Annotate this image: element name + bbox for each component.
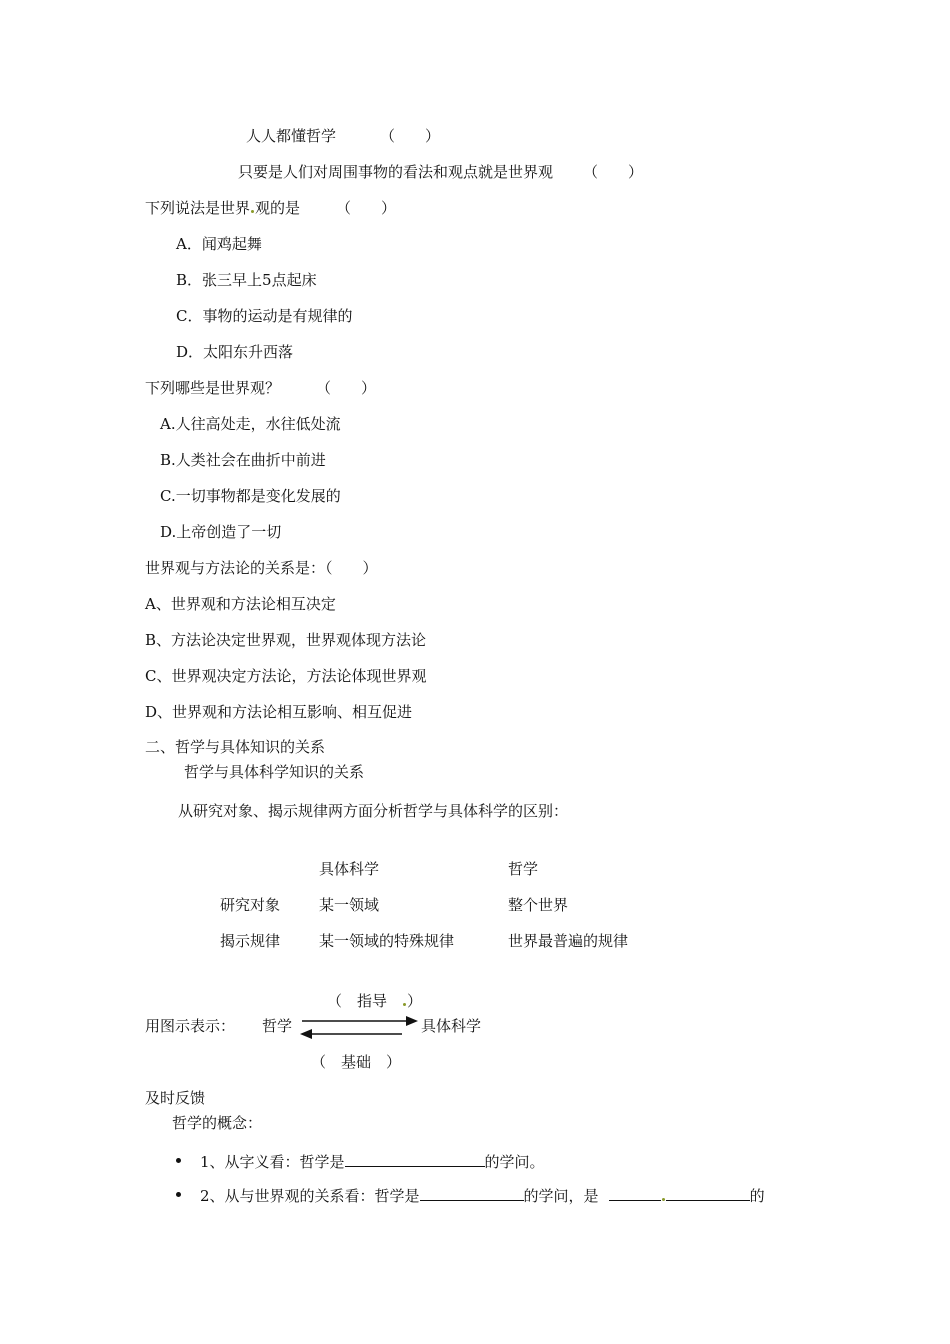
- question-2-option-a: A.人往高处走，水往低处流: [160, 415, 341, 433]
- diagram-bottom-label: （ 基础 ）: [311, 1053, 402, 1071]
- arrow-right-icon: [302, 1016, 418, 1026]
- feedback-title: 及时反馈: [145, 1089, 206, 1107]
- question-3-option-c: C、世界观决定方法论，方法论体现世界观: [145, 667, 427, 685]
- diagram-label: 用图示表示：: [145, 1017, 236, 1035]
- section-2-intro: 从研究对象、揭示规律两方面分析哲学与具体科学的区别：: [178, 802, 569, 820]
- table-row-2-philosophy: 世界最普遍的规律: [508, 932, 629, 950]
- question-3-option-a: A、世界观和方法论相互决定: [145, 595, 336, 613]
- feedback-item-2: [200, 1184, 765, 1206]
- question-1-option-d: D．太阳东升西落: [176, 343, 294, 361]
- question-1-option-c: C．事物的运动是有规律的: [176, 307, 353, 325]
- table-row-1-label: 研究对象: [220, 896, 281, 914]
- mark-dot: [662, 1198, 665, 1201]
- section-2-subtitle: 哲学与具体科学知识的关系: [184, 763, 365, 781]
- question-2-option-d: D.上帝创造了一切: [160, 523, 282, 541]
- answer-blank[interactable]: [345, 1150, 485, 1167]
- diagram-top-close: ）: [407, 992, 423, 1010]
- feedback-item-2-suffix: 的: [749, 1187, 765, 1205]
- diagram-left-node: 哲学: [262, 1017, 293, 1035]
- feedback-item-2-middle: 的学问，是: [523, 1187, 599, 1205]
- section-2-title: 二、哲学与具体知识的关系: [145, 738, 326, 756]
- table-row-2-label: 揭示规律: [220, 932, 281, 950]
- table-header-science: 具体科学: [319, 860, 380, 878]
- bullet-icon: [176, 1192, 181, 1197]
- table-row-1-philosophy: 整个世界: [508, 896, 569, 914]
- diagram-right-node: 具体科学: [421, 1017, 482, 1035]
- table-row-2-science: 某一领域的特殊规律: [319, 932, 455, 950]
- feedback-item-2-prefix: 2、从与世界观的关系看：哲学是: [200, 1187, 420, 1205]
- question-1-stem-part-b: 观的是: [255, 199, 301, 217]
- bullet-icon: [176, 1158, 181, 1163]
- diagram-top-text: （ 指导: [327, 992, 403, 1010]
- question-2-stem-text: 下列哪些是世界观？: [145, 379, 281, 397]
- question-2-option-b: B.人类社会在曲折中前进: [160, 451, 326, 469]
- judgment-2-text: 只要是人们对周围事物的看法和观点就是世界观: [238, 163, 554, 181]
- question-1-option-b: B．张三早上5点起床: [176, 271, 317, 289]
- question-1-option-a: A．闻鸡起舞: [176, 235, 262, 253]
- table-header-philosophy: 哲学: [508, 860, 539, 878]
- feedback-concept: 哲学的概念：: [172, 1114, 263, 1132]
- question-2-option-c: C.一切事物都是变化发展的: [160, 487, 341, 505]
- question-3-option-b: B、方法论决定世界观，世界观体现方法论: [145, 631, 427, 649]
- feedback-item-1-suffix: 的学问。: [484, 1153, 545, 1171]
- arrow-left-icon: [300, 1029, 402, 1039]
- answer-blank[interactable]: [420, 1184, 524, 1201]
- question-3-stem: 世界观与方法论的关系是：（ ）: [145, 559, 378, 577]
- feedback-item-1-prefix: 1、从字义看：哲学是: [200, 1153, 345, 1171]
- answer-blank[interactable]: [609, 1184, 661, 1201]
- question-1-stem-part-a: 下列说法是世界: [145, 199, 251, 217]
- table-row-1-science: 某一领域: [319, 896, 380, 914]
- judgment-1-text: 人人都懂哲学: [246, 127, 337, 145]
- question-2-paren: （ ）: [316, 379, 377, 397]
- question-1-paren: （ ）: [336, 199, 397, 217]
- judgment-2-paren: （ ）: [583, 163, 644, 181]
- answer-blank[interactable]: [666, 1184, 750, 1201]
- feedback-item-1: [200, 1150, 545, 1172]
- judgment-1-paren: （ ）: [380, 127, 441, 145]
- question-3-option-d: D、世界观和方法论相互影响、相互促进: [145, 703, 413, 721]
